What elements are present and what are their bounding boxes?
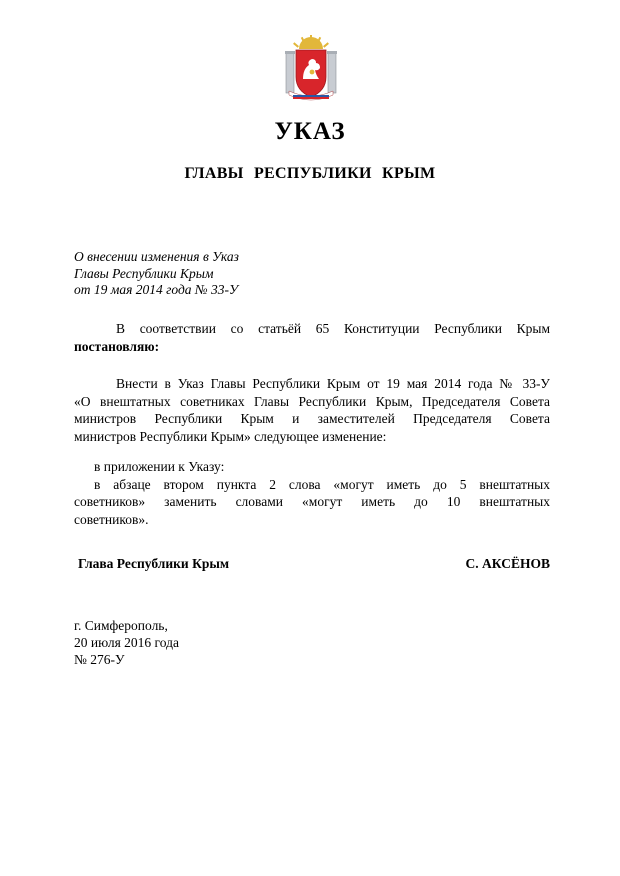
amendment-line: советников» заменить словами «могут иметь до 10 внештатных	[74, 494, 550, 509]
body-line: Внести в Указ Главы Республики Крым от 19 мая 2014 года № 33-У	[116, 376, 550, 391]
body-paragraph	[74, 375, 550, 445]
body-line: министров Республики Крым и заместителей Председателя Совета	[74, 411, 550, 426]
crimea-coat-of-arms-icon	[285, 35, 337, 103]
document-subtitle: ГЛАВЫ РЕСПУБЛИКИ КРЫМ	[184, 165, 436, 182]
document-title: УКАЗ	[274, 118, 346, 145]
amendment-line: советников».	[74, 511, 149, 527]
footer-city: г. Симферополь,	[74, 618, 168, 633]
amendment-paragraph	[74, 458, 550, 528]
body-line: министров Республики Крым» следующее изменение:	[74, 428, 387, 444]
signature-name: С. АКСЁНОВ	[465, 556, 550, 571]
footer-number: № 276-У	[74, 652, 125, 667]
amendment-line: в абзаце втором пункта 2 слова «могут иметь до 5 внештатных	[94, 476, 550, 492]
footer-date: 20 июля 2016 года	[74, 635, 179, 650]
preamble-paragraph	[74, 320, 550, 355]
decree-heading	[74, 249, 239, 299]
heading-line: от 19 мая 2014 года № 33-У	[74, 282, 239, 297]
amendment-intro: в приложении к Указу:	[94, 459, 225, 474]
body-line: «О внештатных советниках Главы Республики Крым, Председателя Совета	[74, 393, 550, 409]
preamble-bold: постановляю:	[74, 338, 160, 354]
heading-line: Главы Республики Крым	[74, 265, 214, 281]
decree-footer	[74, 617, 179, 668]
heading-line: О внесении изменения в Указ	[74, 249, 239, 264]
signature-role: Глава Республики Крым	[78, 556, 230, 571]
preamble-line: В соответствии со статьёй 65 Конституции Республики Крым	[116, 321, 550, 336]
